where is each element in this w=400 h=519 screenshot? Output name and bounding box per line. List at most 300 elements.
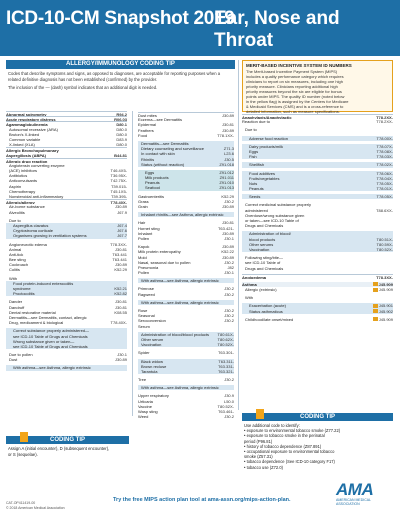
icd10-code-text: J30.89 (114, 204, 127, 210)
flag-icon (20, 432, 28, 442)
specialty-title: Ear, Nose and Throat (214, 8, 340, 51)
text-line: • occupational exposure to environmental tobacco (244, 449, 335, 455)
icd10-code (112, 291, 127, 296)
icd10-code-text: J30.2 (224, 198, 234, 204)
icd10-code-text: J30.2 (224, 259, 234, 265)
diagnosis-label: Due to (9, 217, 21, 223)
icd10-code (232, 300, 234, 305)
diagnosis-label: Dust mites (138, 113, 157, 118)
diagnosis-label: Pneumonia (138, 264, 159, 270)
diagnosis-label: Pollen (138, 235, 150, 241)
icd10-code-text: R06.03 (114, 117, 127, 122)
icd10-code-text: J30.2 (224, 313, 234, 319)
coding-tip-banner-1 (6, 436, 129, 444)
diagnosis-label: Angioneurotic edema (9, 241, 47, 247)
diagnosis-label: Fish (249, 154, 257, 160)
code-list-column-1 (6, 111, 127, 371)
icd10-code (215, 133, 234, 138)
icd10-code (222, 236, 234, 241)
icd10-code-text: T80.61X- (217, 331, 234, 337)
icd10-code-text: Z91.011 (219, 175, 234, 181)
icd10-code-text: K52.29 (221, 193, 234, 199)
icd10-code-text: J67.9 (117, 209, 127, 215)
diagnosis-label: Nuts (249, 180, 258, 186)
icd10-code-text: T78.08X- (376, 148, 393, 154)
diagnosis-label: Aspergillosis (ABPA) (6, 152, 46, 158)
icd10-code-text: T63.461- (217, 409, 234, 414)
icd10-code-text: J30.2 (224, 291, 234, 297)
diagnosis-label: Eczema—see Dermatitis (138, 117, 183, 123)
icd10-code-text: D80.0 (116, 126, 127, 132)
icd10-code-text: J30.89 (221, 254, 234, 260)
icd10-code (232, 385, 234, 390)
diagnosis-label: Agammaglobulinemia (6, 122, 48, 127)
icd10-code-text: J30.5 (224, 156, 234, 162)
icd10-code-text: T78.01X- (376, 186, 393, 192)
diagnosis-label: Proctocolitis (13, 291, 35, 297)
diagnosis-label: Dust (9, 357, 18, 363)
icd10-code-text: T78.2XX- (376, 119, 393, 125)
intro-line: related definitive diagnosis has not been established (confirmed) by the provider. (8, 77, 158, 82)
icd10-code-text: J30.1 (224, 270, 234, 276)
diagnosis-label: Dermatitis—see Dermatitis, contact, allergic (9, 314, 87, 320)
icd10-code-text: K08.55 (114, 309, 127, 315)
icd10-code (375, 162, 393, 167)
diagnosis-label: Cryptostroma corticale (13, 228, 54, 234)
diagnosis-label: Bruton's X-linked (9, 131, 40, 137)
text-line: • tobacco use (Z72.0) (244, 464, 283, 470)
mips-heading: MERIT-BASED INCENTIVE SYSTEM ID NUMBERS (246, 63, 352, 68)
text-line: priority measure. Clinicians reporting additional high (246, 84, 338, 89)
icd10-code-text: T36.95X- (110, 173, 127, 179)
diagnosis-label: Administration of blood/ (249, 231, 291, 237)
diagnosis-label: Common variable (9, 136, 41, 142)
icd10-code (113, 357, 127, 362)
mips-action-plan-link[interactable]: Try the free MIPS action plan tool at ama-assn.org/mips-action-plan. (113, 497, 291, 503)
quality-id-flag-icon (373, 317, 378, 321)
text-line: • tobacco dependence (See ICD-10 category F17) (244, 459, 335, 465)
icd10-code (109, 320, 127, 325)
icd10-code-text: J30.89 (221, 244, 234, 250)
code-list-column-3 (242, 114, 393, 322)
diagnosis-label: With asthma—see Asthma, allergic extrinsic (141, 385, 219, 391)
icd10-code-text: T63.321- (217, 368, 234, 374)
diagnosis-label: Wrong substance given or taken— (13, 338, 75, 344)
diagnosis-label: With (245, 295, 253, 301)
icd10-code-text: T78.40X- (110, 200, 127, 205)
diagnosis-label: Status (without reaction) (141, 161, 185, 167)
diagnosis-label: Dietary counseling and surveillance (141, 146, 204, 152)
diagnosis-label: Asthma (242, 281, 257, 287)
diagnosis-label: Animal (9, 246, 22, 252)
diagnosis-label: or taken—see ICD-10 Table of (245, 218, 299, 223)
diagnosis-label: Due to (245, 127, 257, 133)
diagnosis-label: Grass (138, 198, 149, 204)
diagnosis-label: Black widow (141, 358, 164, 364)
icd10-code-text: J67.4 (117, 222, 127, 228)
text-line: & Medicaid Services (CMS) and is a cross-reference to (246, 104, 344, 109)
diagnosis-label: Vaccination (141, 342, 162, 348)
text-line: • exposure to tobacco smoke in the perinatal (244, 433, 325, 439)
diagnosis-label: Exacerbation (acute) (249, 303, 286, 309)
icd10-code-text: T78.02X- (376, 162, 393, 168)
code-entry-row (138, 212, 234, 217)
diagnosis-label: Allergic Bronchopulmonary (6, 148, 59, 153)
icd10-code (375, 154, 393, 159)
text-line: period (P96.81) (244, 438, 273, 444)
icd10-code-text: K52.82 (114, 291, 127, 297)
icd10-code-text: K52.22 (221, 249, 234, 255)
icd10-code-text: D80.1 (116, 122, 127, 127)
diagnosis-label: Fruits/vegetables (249, 175, 280, 181)
icd10-code-text: T88.6XX- (376, 207, 393, 213)
icd10-code-text: J30.2 (224, 318, 234, 324)
header-banner (0, 0, 400, 56)
icd10-code (375, 186, 393, 191)
diagnosis-label: Correct medicinal substance properly (245, 202, 312, 208)
icd10-code-text: T78.06X- (376, 170, 393, 176)
diagnosis-label: Rhinitis (141, 156, 155, 162)
footer-fineprint (6, 501, 65, 510)
icd10-code-text: J82 (227, 264, 234, 270)
diagnosis-label: Wasp sting (138, 409, 158, 414)
icd10-code (216, 342, 234, 347)
icd10-code-text: J30.89 (221, 230, 234, 236)
text-line: • exposure to environmental tobacco smoke (Z77.22) (244, 428, 341, 434)
diagnosis-label: blood products (249, 236, 276, 242)
icd10-code (112, 267, 127, 272)
diagnosis-label: Shellfish (249, 162, 265, 168)
icd10-code (391, 266, 393, 271)
text-line: points under MIPS. The quality ID number (noted below (246, 94, 345, 99)
icd10-code-text: T63.311- (218, 358, 234, 364)
icd10-code-text: T80.52X- (376, 246, 393, 252)
diagnosis-label: see ICD-10 Table of (245, 260, 281, 266)
diagnosis-label: Correct substance properly administered— (13, 328, 90, 334)
diagnosis-label: Allergic/allergy (6, 200, 35, 205)
icd10-code (232, 212, 234, 217)
diagnosis-label: Childhood/late onset/mixed (245, 316, 294, 322)
text-line: in the yellow flag) is assigned by the Centers for Medicare (246, 99, 349, 104)
icd10-code-text: Z71.3 (223, 146, 234, 152)
diagnosis-label: Food additives (249, 170, 276, 176)
icd10-code-text: T46.4X5- (110, 168, 127, 174)
icd10-code (371, 309, 393, 314)
diagnosis-label: Acute respiratory distress (6, 117, 56, 122)
icd10-code (371, 287, 393, 292)
diagnosis-label: Hornet sting (138, 225, 160, 231)
diagnosis-label: Angioedema (242, 274, 267, 279)
icd10-code (125, 365, 127, 370)
icd10-code-text: J30.2 (224, 414, 234, 420)
diagnosis-label: Peanuts (145, 180, 160, 186)
icd10-code-text: J30.81 (114, 304, 127, 310)
ama-logo (336, 480, 396, 506)
diagnosis-label: Hair (138, 220, 146, 226)
footer-copyright: © 2018 American Medical Association (6, 505, 65, 510)
diagnosis-label: see ICD-10 Table of Drugs and Chemicals (13, 343, 88, 349)
icd10-code (222, 414, 234, 419)
diagnosis-label: Due to pollen (9, 352, 33, 358)
diagnosis-label: Brown recluse (141, 363, 167, 369)
icd10-code-text: T78.03X- (376, 154, 393, 160)
diagnosis-label: Ragweed (138, 291, 155, 297)
diagnosis-label: see ICD-10 Table of Drugs and Chemicals (13, 333, 88, 339)
footer-catalog-number: CAT-OP411419-00 (6, 501, 36, 505)
diagnosis-label: Dairy products/milk (249, 143, 284, 149)
diagnosis-label: Allergic drug reaction (6, 158, 48, 163)
diagnosis-label: Administration of blood/blood products (141, 331, 210, 337)
column-divider (238, 60, 239, 410)
icd10-code-text: T39.015- (110, 183, 127, 189)
diagnosis-label: Bee sting (9, 257, 26, 263)
code-entry-row (138, 414, 234, 419)
diagnosis-label: Anaphylaxis/Anaphylactic (242, 115, 292, 120)
coding-tip-banner-2 (242, 413, 393, 421)
icd10-code (115, 210, 127, 215)
diagnosis-label: Reaction due to (242, 119, 271, 125)
icd10-code-text: T45.1X5- (110, 188, 127, 194)
text-line: Use additional code to identify: (244, 423, 300, 428)
diagnosis-label: Other serum (141, 336, 164, 342)
icd10-code-text: T63.441 (112, 257, 127, 263)
diagnosis-label: Anti-tick (9, 251, 24, 257)
diagnosis-label: Eggs (145, 169, 155, 175)
icd10-code-text: Z91.013 (219, 185, 234, 191)
diagnosis-label: Nonsteroidal anti-inflammatory (9, 194, 64, 199)
icd10-code-text: L50.0 (223, 398, 234, 404)
diagnosis-label: Drugs and Chemicals (245, 223, 284, 229)
diagnosis-label: administered (245, 207, 268, 213)
diagnosis-label: Inhalant (138, 230, 153, 236)
icd10-code-text: T80.62X- (217, 336, 234, 342)
coding-tip-text-1 (8, 446, 129, 457)
diagnosis-label: Rose (138, 308, 148, 313)
text-line: • history of tobacco dependence (Z87.891) (244, 443, 322, 449)
diagnosis-label: With asthma—see Asthma, allergic extrinsic (141, 299, 219, 305)
icd10-code-text: J30.89 (221, 127, 234, 133)
icd10-code-text: D83.9 (116, 136, 127, 142)
column-divider (132, 111, 133, 416)
icd10-code (391, 295, 393, 300)
diagnosis-label: Anticonvulsants (9, 178, 38, 184)
diagnosis-label: Grain (138, 204, 148, 209)
flag-icon (256, 409, 264, 419)
icd10-code-text: T63.331- (217, 363, 234, 369)
icd10-code (109, 194, 127, 199)
icd10-code (374, 275, 393, 279)
diagnosis-label: In contact with skin (141, 151, 175, 157)
icd10-code-text: R94.2 (116, 112, 127, 117)
diagnosis-label: Seeds (249, 194, 261, 200)
icd10-code-text: T80.52X- (217, 403, 234, 409)
icd10-code-text: J30.2 (224, 286, 234, 292)
icd10-code-text: J45.902 (378, 308, 393, 314)
diagnosis-label: Seafood (145, 185, 160, 191)
icd10-code-text: J30.1 (224, 235, 234, 241)
diagnosis-label: Following sting/bite— (245, 255, 284, 261)
icd10-code-text: T78.40X- (110, 320, 127, 326)
icd10-code-text: J30.81 (114, 246, 127, 252)
diagnosis-label: Kapok (138, 244, 150, 250)
diagnosis-label: Pollen (138, 270, 150, 276)
icd10-code-text: T63.301- (217, 350, 234, 356)
diagnosis-label: Dandruff (9, 304, 25, 310)
icd10-code-text: J30.89 (114, 262, 127, 268)
quality-id-flag-icon (373, 282, 378, 286)
icd10-code (375, 136, 393, 141)
quality-id-flag-icon (373, 309, 378, 313)
icd10-code-text: J45.901 (378, 303, 393, 309)
icd10-code (391, 127, 393, 132)
coding-tip-label: CODING TIP (49, 437, 85, 443)
diagnosis-label: Seroconversion (138, 318, 166, 324)
diagnosis-label: Drugs and Chemicals (245, 265, 284, 271)
icd10-code-text: T80.51X- (376, 236, 393, 242)
diagnosis-label: Cockroach (9, 262, 29, 268)
text-line: or S (sequelae). (8, 451, 38, 457)
diagnosis-label: Food protein-induced enterocolitis (13, 280, 74, 286)
code-list-column-2 (138, 112, 234, 419)
coding-tip-label: CODING TIP (299, 414, 335, 420)
diagnosis-label: Weed (138, 414, 149, 420)
diagnosis-label: Vaccination (249, 246, 270, 252)
icd10-code-text: K52.29 (114, 267, 127, 273)
icd10-code-text: D80.0 (116, 131, 127, 137)
diagnosis-label: Colitis (9, 267, 20, 273)
icd10-code-text: J30.81 (114, 299, 127, 305)
icd10-code-text: Z91.018 (219, 161, 234, 167)
diagnosis-label: Other serums (249, 241, 274, 247)
icd10-code (114, 112, 127, 116)
icd10-code-text: J45.909 (378, 281, 393, 287)
diagnosis-label: Autosomal recessive (ARA) (9, 126, 58, 132)
icd10-code (216, 350, 234, 355)
icd10-code (232, 278, 234, 283)
diagnosis-label: Epidermal (138, 122, 157, 128)
allergy-coding-tip-banner: ALLERGY/IMMUNOLOGY CODING TIP (6, 60, 235, 69)
diagnosis-label: Eggs (249, 148, 259, 154)
ama-logo-subtitle (336, 498, 396, 506)
icd10-code-text: T78.2XX- (376, 115, 393, 120)
intro-line: The inclusion of the — (dash) symbol indicates that an additional digit is needed. (8, 85, 158, 90)
icd10-code-text: J45.909 (378, 287, 393, 293)
code-entry-row (6, 365, 127, 370)
diagnosis-label: Drug, medicament & biological (9, 320, 64, 326)
text-line: clinicians to report on six measures, including one high (246, 79, 343, 84)
diagnosis-label: Tarantula (141, 368, 158, 374)
icd10-code (375, 247, 393, 252)
icd10-code-text: T78.05X- (376, 180, 393, 186)
diagnosis-label: Status asthmaticus (249, 308, 283, 314)
icd10-code (374, 119, 393, 124)
intro-line: Codes that describe symptoms and signs, as opposed to diagnoses, are acceptable for reporting purposes when a (8, 71, 221, 76)
icd10-code (371, 317, 393, 322)
diagnosis-label: Adverse food reaction (249, 135, 288, 141)
text-line: smoke (Z57.31) (244, 454, 273, 460)
icd10-code (232, 324, 234, 329)
diagnosis-label: Aspergillus clavatus (13, 222, 49, 228)
icd10-code (217, 162, 234, 167)
diagnosis-label: Air-borne substance (9, 204, 45, 210)
icd10-code (112, 153, 127, 158)
icd10-code-text: J30.89 (221, 113, 234, 118)
icd10-code-text: J30.81 (221, 220, 234, 226)
icd10-code-text: T78.3XX- (110, 241, 127, 247)
diagnosis-label: Dermatitis—see Dermatitis (141, 140, 189, 146)
icd10-code-text: T63.421- (217, 225, 234, 231)
text-line: detailed information, such as measure specifications. (246, 109, 340, 114)
icd10-code-text: T78.1XX- (217, 132, 234, 138)
icd10-code-text: T78.07X- (376, 143, 393, 149)
diagnosis-label: Serum (138, 323, 150, 329)
text-line: includes a quality performance category which requires (246, 74, 344, 79)
ama-logo-mark: AMA (336, 480, 374, 499)
text-line: The Merit-based Incentive Payment System (MIPS) (246, 69, 338, 74)
mips-body (243, 69, 392, 114)
icd10-code-text: L23.6 (223, 151, 234, 157)
diagnosis-label: X-linked (XLA) (9, 142, 35, 148)
diagnosis-label: Nasal, seasonal due to pollen (138, 259, 191, 265)
icd10-code-text: K52.21 (114, 286, 127, 291)
quality-id-flag-icon (373, 304, 378, 308)
icd10-code-text: T80.59X- (376, 241, 393, 247)
diagnosis-label: Angiotensin converting enzyme (9, 162, 65, 168)
diagnosis-label: Mold (138, 254, 147, 260)
icd10-code-text: T42.75X- (110, 178, 127, 184)
diagnosis-label: Aspirin (9, 183, 22, 189)
icd10-code-text: J30.2 (224, 308, 234, 313)
snapshot-title: ICD-10-CM Snapshot 2019 (6, 8, 235, 29)
icd10-code (222, 270, 234, 275)
icd10-code-text: T78.05X- (376, 194, 393, 200)
icd10-code-text: J30.89 (221, 204, 234, 209)
ama-logo-line: ASSOCIATION (336, 502, 360, 506)
ama-logo-line: AMERICAN MEDICAL (336, 498, 372, 502)
text-line: priority measures beyond the six are eligible for bonus (246, 89, 342, 94)
diagnosis-label: (ACE) inhibitors (9, 168, 38, 174)
diagnosis-label: Primrose (138, 286, 155, 292)
diagnosis-label: Antibiotics (9, 173, 28, 179)
icd10-code (222, 292, 234, 297)
icd10-code (114, 142, 127, 147)
icd10-code-text: T78.04X- (376, 175, 393, 181)
diagnosis-label: With asthma—see Asthma, allergic extrinsic (13, 365, 91, 371)
icd10-code (112, 117, 127, 121)
diagnosis-label: Food (138, 132, 148, 138)
diagnosis-label: Upper respiratory (138, 393, 169, 399)
diagnosis-label: Feathers (138, 127, 154, 133)
icd10-code (217, 185, 234, 190)
icd10-code-text: T80.52X- (217, 342, 234, 348)
icd10-code-text: J30.1 (117, 352, 127, 358)
diagnosis-label: syndrome (13, 286, 31, 291)
icd10-code-text: T78.3XX- (376, 274, 393, 279)
diagnosis-label: Abnormal spirometry (6, 112, 47, 117)
diagnosis-label: Seasonal (138, 313, 155, 319)
icd10-code (375, 194, 393, 199)
icd10-code-text: J30.89 (114, 357, 127, 363)
quality-id-flag-icon (373, 288, 378, 292)
diagnosis-label: Allergic (extrinsic) (245, 287, 277, 293)
diagnosis-label: Tree (138, 377, 147, 383)
diagnosis-label: Gastroenteritis (138, 193, 165, 199)
text-line: Assign A (initial encounter), D (subsequent encounter), (8, 446, 110, 451)
icd10-code-text: B44.81 (114, 152, 127, 158)
diagnosis-label: Milk protein enteropathy (138, 249, 181, 255)
diagnosis-label: Urticaria (138, 398, 153, 404)
diagnosis-label: Vaccine (138, 403, 152, 409)
